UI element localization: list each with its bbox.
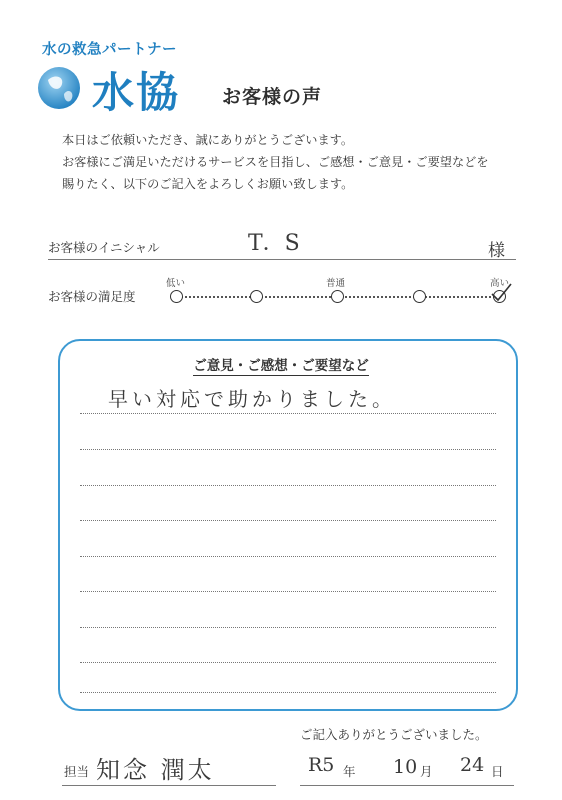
intro-line: お客様にご満足いただけるサービスを目指し、ご感想・ご意見・ご要望などを bbox=[62, 155, 489, 169]
thanks-message: ご記入ありがとうございました。 bbox=[300, 727, 488, 742]
comment-text: 早い対応で助かりました。 bbox=[108, 387, 396, 411]
staff-name: 知念 潤太 bbox=[96, 756, 215, 784]
month-unit: 月 bbox=[420, 764, 433, 779]
staff-label: 担当 bbox=[64, 764, 90, 779]
scale-mid-label: 普通 bbox=[326, 278, 346, 289]
date-month: 10 bbox=[393, 756, 418, 778]
comment-box-title bbox=[0, 354, 562, 374]
comment-line bbox=[80, 556, 496, 557]
check-mark-icon bbox=[488, 280, 514, 306]
scale-high-label: 高い bbox=[490, 278, 510, 289]
initial-value: T．S bbox=[248, 231, 300, 256]
comment-line bbox=[80, 627, 496, 628]
scale-low-label: 低い bbox=[166, 278, 186, 289]
day-unit: 日 bbox=[491, 764, 504, 779]
date-year: R5 bbox=[308, 754, 335, 776]
intro-line: 本日はご依頼いただき、誠にありがとうございます。 bbox=[62, 133, 354, 147]
initial-underline bbox=[48, 259, 516, 260]
comment-line bbox=[80, 413, 496, 414]
comment-line bbox=[80, 591, 496, 592]
document-title: お客様の声 bbox=[222, 86, 323, 108]
intro-text bbox=[62, 129, 489, 195]
satisfaction-option-2[interactable] bbox=[250, 290, 263, 303]
date-day: 24 bbox=[460, 754, 485, 776]
intro-line: 賜りたく、以下のご記入をよろしくお願い致します。 bbox=[62, 177, 354, 191]
tagline: 水の救急パートナー bbox=[42, 42, 177, 58]
satisfaction-option-1[interactable] bbox=[170, 290, 183, 303]
year-unit: 年 bbox=[343, 764, 356, 779]
comment-line bbox=[80, 692, 496, 693]
date-underline bbox=[300, 785, 514, 786]
water-drop-globe-icon bbox=[34, 64, 84, 114]
satisfaction-option-4[interactable] bbox=[413, 290, 426, 303]
brand-name: 水協 bbox=[92, 68, 181, 117]
initial-label: お客様のイニシャル bbox=[48, 240, 160, 255]
honorific-suffix: 様 bbox=[488, 241, 505, 261]
comment-line bbox=[80, 520, 496, 521]
comment-line bbox=[80, 449, 496, 450]
comment-line bbox=[80, 485, 496, 486]
satisfaction-label: お客様の満足度 bbox=[48, 289, 136, 304]
comment-box-title-text: ご意見・ご感想・ご要望など bbox=[193, 358, 369, 374]
staff-underline bbox=[62, 785, 276, 786]
satisfaction-option-3[interactable] bbox=[331, 290, 344, 303]
comment-line bbox=[80, 662, 496, 663]
